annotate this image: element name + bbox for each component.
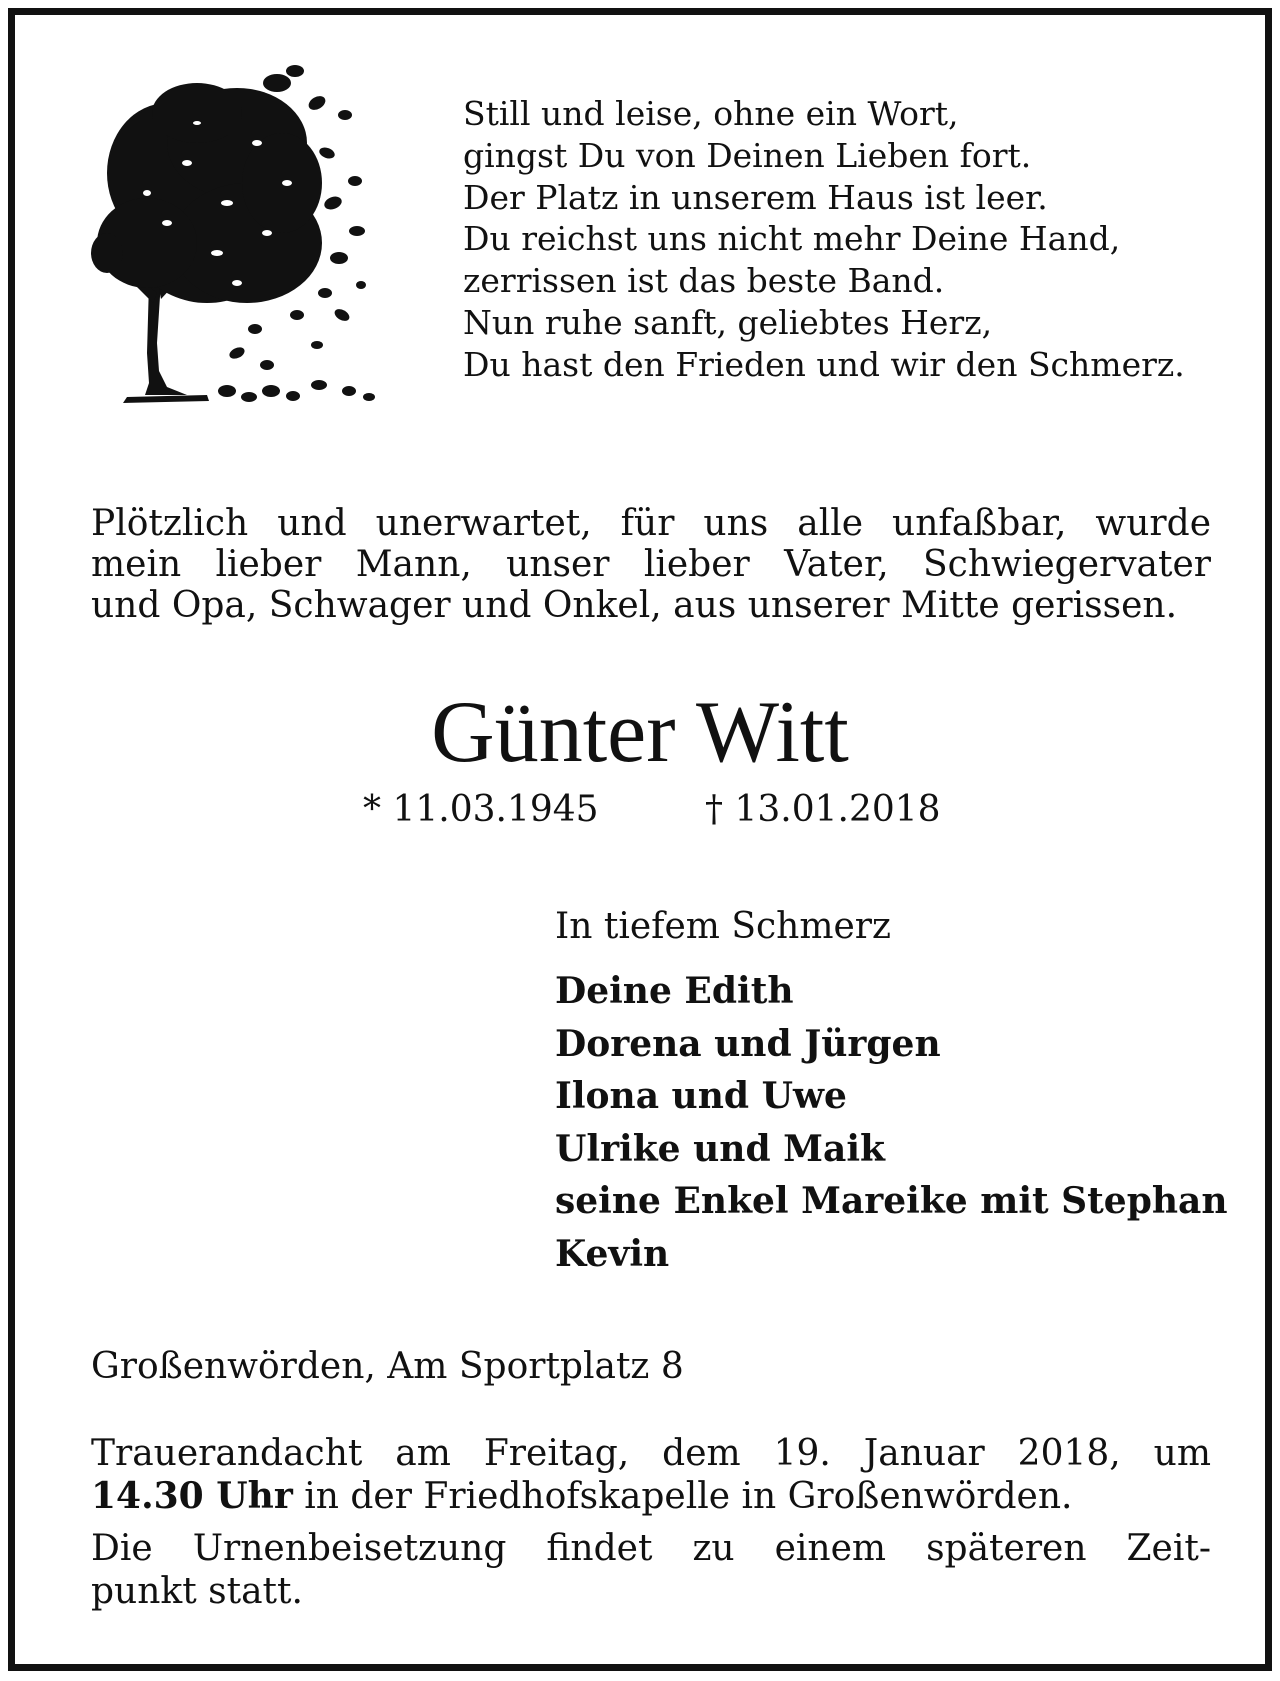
poem-line: Du reichst uns nicht mehr Deine Hand,	[463, 219, 1121, 259]
mourner-name: Deine Edith	[555, 970, 794, 1012]
mourner-name: Dorena und Jürgen	[555, 1022, 941, 1065]
service-location: in der Friedhofskapelle in Großenwörden.	[292, 1476, 1073, 1517]
deceased-name: Günter Witt	[431, 684, 849, 781]
mourner-name: Ulrike und Maik	[555, 1127, 885, 1170]
poem-line: Nun ruhe sanft, geliebtes Herz,	[463, 302, 993, 342]
poem-line: Still und leise, ohne ein Wort,	[463, 94, 959, 133]
service-line	[91, 1475, 1211, 1518]
announcement-line: mein lieber Mann, unser lieber Vater, Schwiegervater	[91, 544, 1211, 585]
birth-date: * 11.03.1945	[363, 789, 599, 830]
service-time: 14.30 Uhr	[91, 1475, 293, 1517]
mourner-name: seine Enkel Mareike mit Stephan	[555, 1180, 1228, 1222]
mourner-name: Ilona und Uwe	[555, 1075, 847, 1117]
poem-line: Du hast den Frieden und wir den Schmerz.	[463, 344, 1185, 384]
announcement-line: Plötzlich und unerwartet, für uns alle unfaßbar, wurde	[91, 503, 1211, 544]
mourner-name: Kevin	[555, 1232, 670, 1275]
wind-blown-tree-icon	[87, 53, 387, 408]
announcement-text	[91, 503, 1211, 626]
poem-line: zerrissen ist das beste Band.	[463, 261, 945, 301]
burial-info	[91, 1527, 1211, 1613]
burial-line: punkt statt.	[91, 1571, 303, 1612]
mourning-intro: In tiefem Schmerz	[555, 906, 891, 947]
service-line: Trauerandacht am Freitag, dem 19. Januar 2018, um	[91, 1433, 1211, 1474]
service-info	[91, 1432, 1211, 1518]
mourners-list	[555, 965, 1228, 1280]
address: Großenwörden, Am Sportplatz 8	[91, 1346, 684, 1387]
burial-line: Die Urnenbeisetzung findet zu einem späteren Zeit-	[91, 1528, 1211, 1569]
memorial-poem	[463, 93, 1223, 386]
poem-line: gingst Du von Deinen Lieben fort.	[463, 135, 1032, 175]
obituary-notice	[8, 8, 1272, 1671]
poem-line: Der Platz in unserem Haus ist leer.	[463, 177, 1048, 217]
death-date: † 13.01.2018	[705, 789, 941, 830]
announcement-line: und Opa, Schwager und Onkel, aus unserer Mitte gerissen.	[91, 585, 1178, 626]
